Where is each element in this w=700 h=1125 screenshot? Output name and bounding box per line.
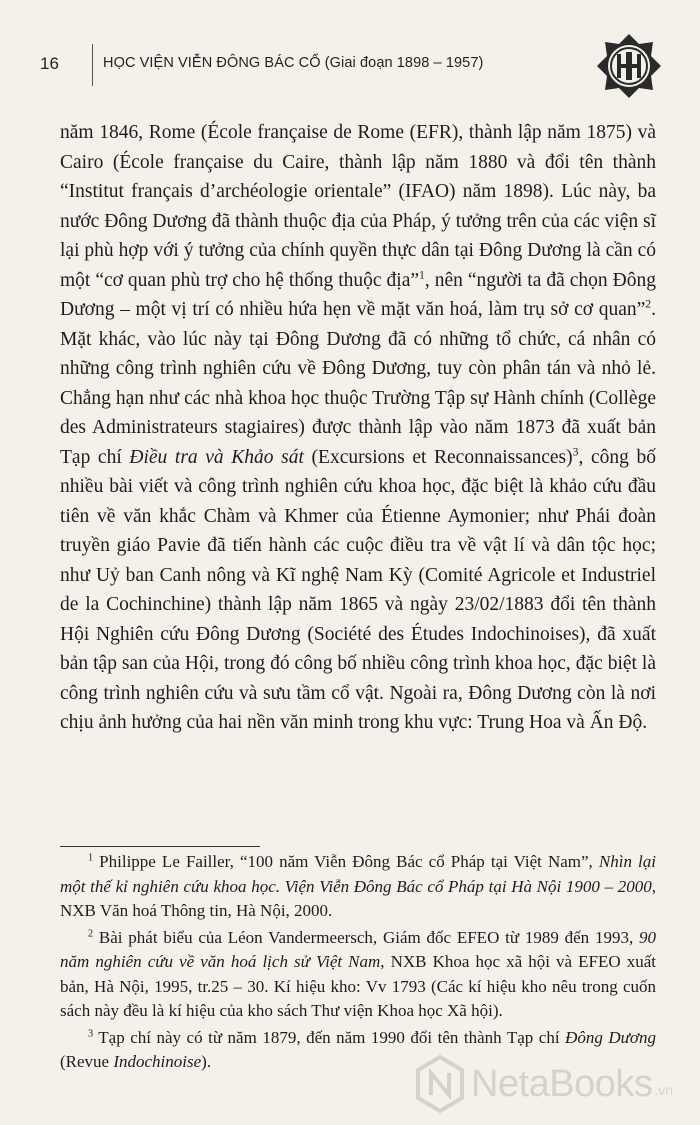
netabooks-n-icon — [415, 1055, 465, 1113]
body-segment: , nên “người ta đã chọn Đông Dương – một vị trí có nhiều hứa hẹn về mặt văn hoá, làm trụ sở cơ quan” — [60, 269, 656, 320]
footnote-ref: 3 — [572, 445, 579, 458]
running-title: HỌC VIỆN VIỄN ĐÔNG BÁC CỔ (Giai đoạn 1898 – 1957) — [103, 55, 484, 71]
footnote-italic: 90 năm nghiên cứu về văn hoá lịch sử Việt Nam — [60, 927, 656, 971]
footnote-italic: Indochinoise — [113, 1052, 202, 1071]
watermark — [415, 1052, 700, 1116]
body-segment: (Excursions et Reconnaissances) — [303, 446, 573, 468]
footnote-text: (Revue — [60, 1052, 114, 1071]
journal-title: Điều tra và Khảo sát — [129, 446, 304, 468]
footnote-text: Philippe Le Failler, “100 năm Viễn Đông Bác cổ Pháp tại Việt Nam”, — [93, 852, 599, 871]
body-segment: , công bố nhiều bài viết và công trình nghiên cứu khoa học, đặc biệt là khảo cứu đầu tiên về văn khắc Chàm và Khmer của Étienne Aymonier; như Phái đoàn truyền giáo Pavie đã tiến hành các cuộc điều tra về vật lí và dân tộc học; như Uỷ ban Canh nông và Kĩ nghệ Nam Kỳ (Comité Agricole et Industriel de la Cochinchine) thành lập năm 1865 và ngày 23/02/1883 đổi tên thành Hội Nghiên cứu Đông Dương (Société des Études Indochinoises), đã xuất bản tập san của Hội, trong đó công bố nhiều công trình khoa học, đặc biệt là công trình nghiên cứu và sưu tầm cổ vật. Ngoài ra, Đông Dương còn là nơi chịu ảnh hưởng của hai nền văn minh trong khu vực: Trung Hoa và Ấn Độ. — [60, 446, 657, 733]
watermark-suffix: .vn — [654, 1082, 674, 1098]
footnote-number: 1 — [88, 852, 94, 864]
footnote-separator — [60, 846, 260, 847]
footnote-italic: Đông Dương — [565, 1027, 656, 1047]
footnote-number: 3 — [88, 1027, 94, 1039]
header-divider — [92, 44, 93, 86]
watermark-brand: NetaBooks — [471, 1062, 653, 1105]
footnote-italic: Nhìn lại một thế kỉ nghiên cứu khoa học. Viện Viễn Đông Bác cổ Pháp tại Hà Nội 1900 – 2000, — [60, 852, 656, 896]
footnote-number: 2 — [88, 927, 94, 939]
footnote-text: ). — [201, 1052, 212, 1071]
footnote-text: , NXB Khoa học xã hội và EFEO xuất bản, Hà Nội, 1995, tr.25 – 30. Kí hiệu kho: Vv 1793 (Các kí hiệu kho nêu trong cuốn sách này đều là kí hiệu của kho sách Thư viện Khoa học Xã hội). — [60, 952, 656, 1020]
footnote-text: Bài phát biểu của Léon Vandermeersch, Giám đốc EFEO từ 1989 đến 1993, — [93, 927, 639, 947]
body-paragraph — [60, 118, 656, 738]
body-segment: . Mặt khác, vào lúc này tại Đông Dương đã có những tổ chức, cá nhân có những công trình nghiên cứu về Đông Dương, tuy còn phân tán và nhỏ lẻ. Chẳng hạn như các nhà khoa học thuộc Trường Tập sự Hành chính (Collège des Administrateurs stagiaires) được thành lập vào năm 1873 đã xuất bản Tạp chí — [60, 299, 656, 468]
efeo-emblem-icon — [595, 32, 663, 100]
footnote-text: Tạp chí này có từ năm 1879, đến năm 1990 đổi tên thành Tạp chí — [93, 1027, 566, 1047]
page-number: 16 — [40, 54, 59, 73]
footnotes — [60, 850, 656, 1077]
page-header — [0, 0, 700, 100]
footnote-2 — [60, 926, 656, 1024]
footnote-ref: 1 — [419, 268, 425, 281]
footnote-ref: 2 — [645, 297, 652, 311]
footnote-1 — [60, 850, 656, 924]
footnote-text: NXB Văn hoá Thông tin, Hà Nội, 2000. — [60, 901, 333, 920]
main-body-text — [60, 118, 656, 738]
body-segment: năm 1846, Rome (École française de Rome (EFR), thành lập năm 1875) và Cairo (École française du Caire, thành lập năm 1880 và đổi tên thành “Institut français d’archéologie orientale” (IFAO) năm 1898). Lúc này, ba nước Đông Dương đã thành thuộc địa của Pháp, ý tưởng trên của các viện sĩ lại phù hợp với ý tưởng của chính quyền thực dân tại Đông Dương là cần có một “cơ quan phù trợ cho hệ thống thuộc địa” — [60, 122, 656, 291]
